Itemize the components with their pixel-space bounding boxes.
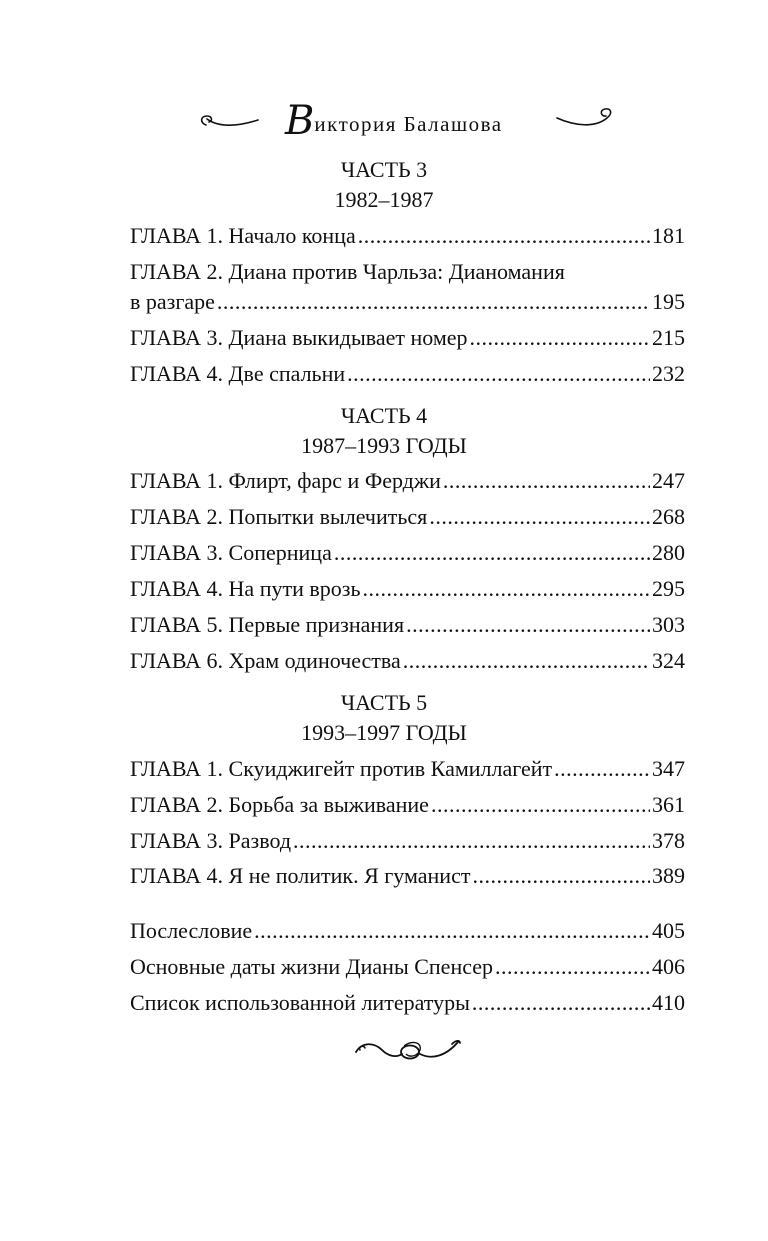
entry-page: 347 [652, 756, 685, 781]
dot-leader [254, 917, 650, 945]
dot-leader [472, 989, 650, 1017]
entry-page: 410 [652, 990, 685, 1015]
dot-leader [217, 288, 650, 316]
dot-leader [431, 791, 650, 819]
toc-entry [130, 611, 685, 639]
entry-page: 295 [652, 576, 685, 601]
part-3-years: 1982–1987 [334, 187, 434, 212]
entry-title: ГЛАВА 3. Развод [130, 828, 292, 853]
entry-title: ГЛАВА 4. Я не политик. Я гуманист [130, 863, 471, 888]
toc-entry [130, 222, 685, 250]
part-3-title: ЧАСТЬ 3 [340, 157, 428, 182]
author-initial: В [285, 98, 315, 144]
entry-title: ГЛАВА 4. Две спальни [130, 361, 346, 386]
toc-entry [130, 989, 685, 1017]
toc-entry [130, 862, 685, 890]
entry-page: 303 [652, 612, 685, 637]
flourish-left-icon [198, 110, 260, 132]
part-5-title: ЧАСТЬ 5 [340, 690, 428, 715]
part-4-title: ЧАСТЬ 4 [340, 403, 428, 428]
entry-page: 280 [652, 540, 685, 565]
entry-page: 324 [652, 648, 685, 673]
dot-leader [358, 222, 650, 250]
entry-title: ГЛАВА 1. Флирт, фарс и Ферджи [130, 468, 441, 493]
toc-entry [130, 539, 685, 567]
running-header [0, 98, 768, 142]
entry-page: 361 [652, 792, 685, 817]
entry-title: ГЛАВА 4. На пути врозь [130, 576, 361, 601]
entry-title: ГЛАВА 1. Скуиджигейт против Камиллагейт [130, 756, 553, 781]
entry-page: 378 [652, 828, 685, 853]
part-4-years: 1987–1993 ГОДЫ [301, 433, 467, 458]
entry-title: ГЛАВА 1. Начало конца [130, 223, 356, 248]
toc-entry [130, 360, 685, 388]
entry-title: ГЛАВА 3. Соперница [130, 540, 332, 565]
dot-leader [495, 953, 650, 981]
entry-page: 268 [652, 504, 685, 529]
toc-entry [130, 467, 685, 495]
dot-leader [362, 575, 650, 603]
dot-leader [554, 755, 650, 783]
dot-leader [403, 647, 650, 675]
entry-page: 247 [652, 468, 685, 493]
entry-title-line1: ГЛАВА 2. Диана против Чарльза: Дианомания [130, 259, 565, 284]
toc-entry [130, 324, 685, 352]
toc-entry [130, 917, 685, 945]
dot-leader [470, 324, 650, 352]
entry-page: 389 [652, 863, 685, 888]
toc-entry [130, 288, 685, 316]
part-5-years: 1993–1997 ГОДЫ [301, 720, 467, 745]
toc-entry [130, 503, 685, 531]
flourish-right-icon [555, 106, 617, 132]
entry-title: ГЛАВА 3. Диана выкидывает номер [130, 325, 468, 350]
entry-title: ГЛАВА 2. Попытки вылечиться [130, 504, 428, 529]
entry-title: Список использованной литературы [130, 990, 470, 1015]
entry-title: Послесловие [130, 918, 253, 943]
dot-leader [334, 539, 650, 567]
entry-title: в разгаре [130, 289, 215, 314]
dot-leader [472, 862, 650, 890]
entry-page: 215 [652, 325, 685, 350]
toc-entry [130, 647, 685, 675]
toc-entry [130, 791, 685, 819]
flourish-ornament-icon [352, 1034, 464, 1068]
dot-leader [406, 611, 650, 639]
dot-leader [429, 503, 650, 531]
toc-entry [130, 575, 685, 603]
dot-leader [293, 827, 650, 855]
dot-leader [347, 360, 650, 388]
entry-page: 181 [652, 223, 685, 248]
entry-page: 195 [652, 289, 685, 314]
dot-leader [443, 467, 650, 495]
entry-page: 232 [652, 361, 685, 386]
entry-title: Основные даты жизни Дианы Спенсер [130, 954, 494, 979]
toc-entry [130, 755, 685, 783]
author-name [285, 98, 503, 144]
toc-entry [130, 827, 685, 855]
entry-page: 406 [652, 954, 685, 979]
entry-title: ГЛАВА 5. Первые признания [130, 612, 405, 637]
entry-title: ГЛАВА 6. Храм одиночества [130, 648, 401, 673]
toc-entry [130, 953, 685, 981]
entry-title: ГЛАВА 2. Борьба за выживание [130, 792, 429, 817]
author-rest: иктория Балашова [314, 112, 503, 136]
entry-page: 405 [652, 918, 685, 943]
